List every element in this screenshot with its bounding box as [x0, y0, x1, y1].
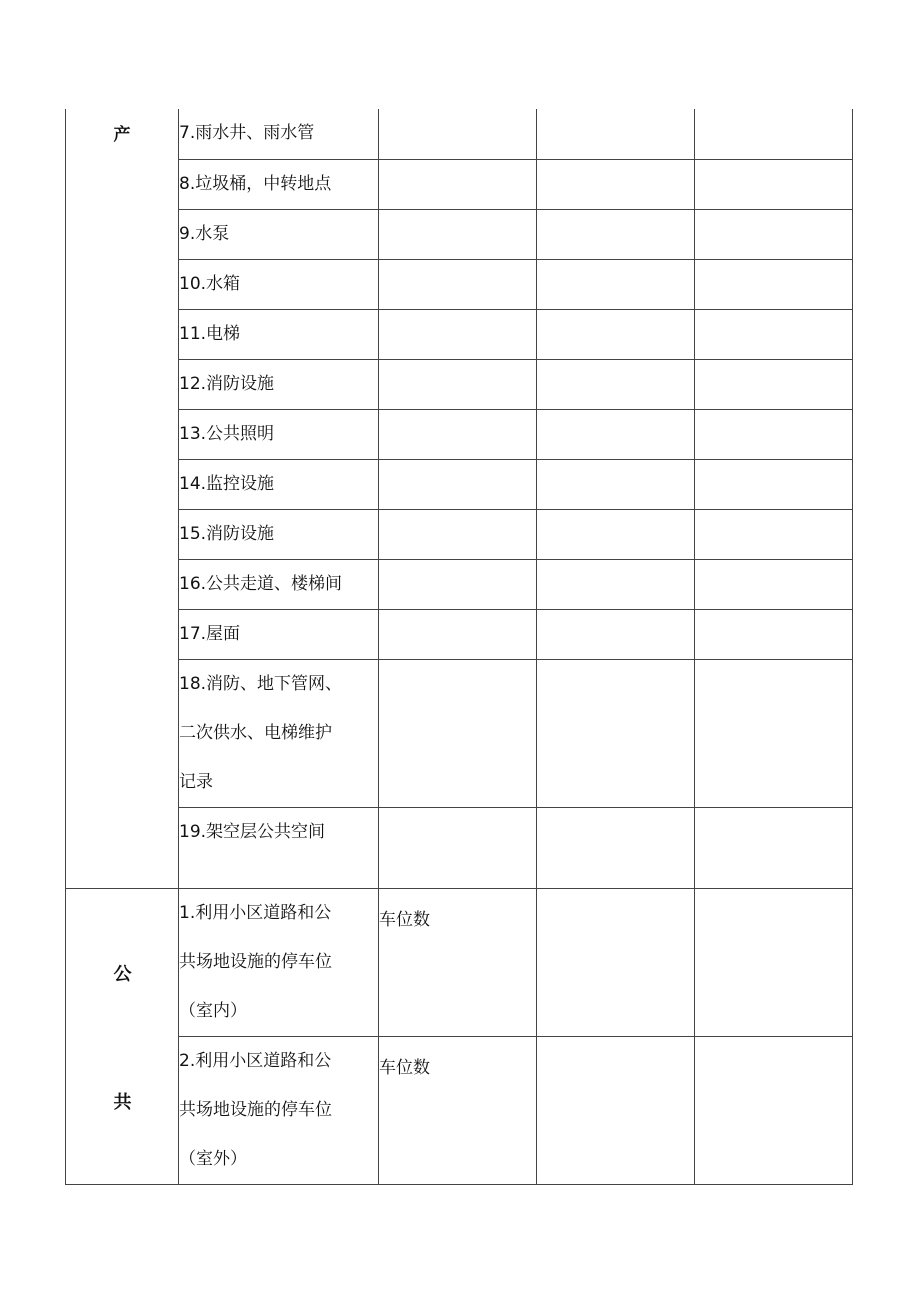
value-cell: [537, 409, 695, 459]
value-cell: [379, 1036, 537, 1184]
category-cell: [66, 888, 179, 1184]
value-cell: [695, 459, 853, 509]
table-row: [66, 159, 853, 209]
value-cell: [695, 309, 853, 359]
table-row: [66, 609, 853, 659]
table-row: [66, 409, 853, 459]
category-label-char: 公: [113, 963, 132, 985]
table-row: [66, 259, 853, 309]
table-row: [66, 509, 853, 559]
value-cell: [537, 807, 695, 888]
table-row: [66, 359, 853, 409]
value-cell: [537, 259, 695, 309]
item-name-line: （室外）: [179, 1148, 247, 1169]
item-name-line: 2.利用小区道路和公: [179, 1050, 332, 1071]
item-name-cell: [179, 659, 379, 807]
value-cell: [695, 659, 853, 807]
value-cell: [379, 459, 537, 509]
value-cell: [537, 509, 695, 559]
item-name-line: 共场地设施的停车位: [179, 1099, 332, 1120]
value-cell: [695, 807, 853, 888]
parking-count-label: 车位数: [379, 1057, 430, 1078]
category-label: 产: [113, 125, 131, 145]
value-cell: [379, 159, 537, 209]
value-cell: [379, 888, 537, 1036]
value-cell: [379, 609, 537, 659]
value-cell: [379, 807, 537, 888]
value-cell: [537, 359, 695, 409]
item-name-cell: 11.电梯: [179, 309, 379, 359]
item-name-cell: [179, 888, 379, 1036]
item-name-cell: 10.水箱: [179, 259, 379, 309]
value-cell: [379, 409, 537, 459]
item-name-line: 二次供水、电梯维护: [179, 722, 332, 743]
item-name-cell: 13.公共照明: [179, 409, 379, 459]
table-row: [66, 309, 853, 359]
table-row: [66, 1036, 853, 1184]
category-label-char: 共: [113, 1091, 132, 1113]
value-cell: [537, 159, 695, 209]
value-cell: [695, 109, 853, 159]
value-cell: [537, 209, 695, 259]
value-cell: [537, 309, 695, 359]
item-name-line: 记录: [179, 771, 213, 792]
value-cell: [695, 888, 853, 1036]
item-name-cell: 9.水泵: [179, 209, 379, 259]
value-cell: [695, 1036, 853, 1184]
item-name-cell: [179, 1036, 379, 1184]
table-row: [66, 659, 853, 807]
value-cell: [537, 109, 695, 159]
value-cell: [379, 209, 537, 259]
value-cell: [537, 1036, 695, 1184]
value-cell: [379, 109, 537, 159]
value-cell: [379, 309, 537, 359]
item-name-cell: 12.消防设施: [179, 359, 379, 409]
table-row: [66, 459, 853, 509]
table-row: [66, 888, 853, 1036]
table-row: [66, 559, 853, 609]
table-row: [66, 209, 853, 259]
value-cell: [695, 159, 853, 209]
value-cell: [537, 459, 695, 509]
facility-table: [65, 109, 853, 1185]
value-cell: [537, 559, 695, 609]
value-cell: [695, 559, 853, 609]
item-name-cell: 7.雨水井、雨水管: [179, 109, 379, 159]
value-cell: [537, 609, 695, 659]
item-name-cell: 16.公共走道、楼梯间: [179, 559, 379, 609]
form-table-container: [65, 109, 852, 1175]
item-name-cell: 14.监控设施: [179, 459, 379, 509]
value-cell: [379, 559, 537, 609]
value-cell: [695, 259, 853, 309]
value-cell: [537, 659, 695, 807]
value-cell: [695, 359, 853, 409]
value-cell: [379, 509, 537, 559]
value-cell: [537, 888, 695, 1036]
item-name-cell: 17.屋面: [179, 609, 379, 659]
parking-count-label: 车位数: [379, 909, 430, 930]
item-name-line: 1.利用小区道路和公: [179, 902, 332, 923]
value-cell: [695, 509, 853, 559]
table-row: [66, 109, 853, 159]
value-cell: [379, 659, 537, 807]
category-cell: [66, 109, 179, 888]
item-name-cell: 8.垃圾桶，中转地点: [179, 159, 379, 209]
value-cell: [695, 409, 853, 459]
value-cell: [379, 259, 537, 309]
value-cell: [695, 209, 853, 259]
item-name-line: （室内）: [179, 1000, 247, 1021]
item-name-cell: 15.消防设施: [179, 509, 379, 559]
item-name-line: 18.消防、地下管网、: [179, 673, 343, 694]
item-name-cell: 19.架空层公共空间: [179, 807, 379, 888]
value-cell: [695, 609, 853, 659]
value-cell: [379, 359, 537, 409]
table-row: [66, 807, 853, 888]
item-name-line: 共场地设施的停车位: [179, 951, 332, 972]
